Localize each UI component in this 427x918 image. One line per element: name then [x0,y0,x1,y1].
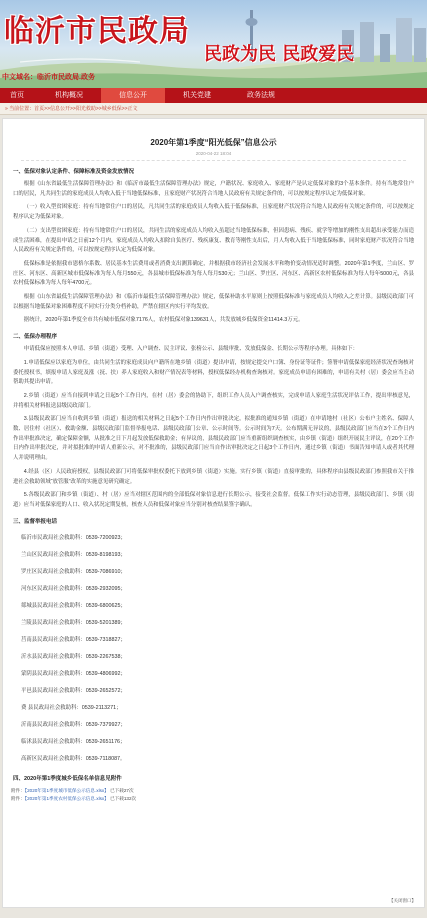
section-heading: 二、低保办理程序 [13,334,58,341]
phone-item: 蒙阴县民政局社会救助科：0539-4806992； [21,670,126,677]
phone-item: 罗庄区民政局社会救助科：0539-7086910； [21,568,126,575]
attachment-row [11,787,416,795]
phone-item: 郯城县民政局社会救助科：0539-6800625； [21,602,126,609]
site-title: 临沂市民政局 [4,14,190,49]
paragraph: 据统计，2020年第1季度全市共有城市低保对象7176人，农村低保对象139631人，共发放城乡低保资金11414.3万元。 [23,317,304,324]
phone-item: 平邑县民政局社会救助科：0539-2652572； [21,687,126,694]
phone-item: 沂南县民政局社会救助科：0539-7379927； [21,721,126,728]
domain-subline: 中文域名：临沂市民政局.政务 [2,74,95,81]
header-banner [0,0,427,88]
phone-item: 临沭县民政局社会救助科：0539-2651176； [21,738,126,745]
attachment-prefix: 附件： [11,795,25,801]
paragraph: 5.各级民政部门和乡镇（街道）、村（居）应当对辖区范围内的全部低保对象信息进行长期公示，接受社会监督。低保工作实行动态管理，县级民政部门、乡镇（街道）应当对低保家庭的人口、收入状况定期复核，核查人员和低保对象应当分别对核查结果签字确认。 [13,492,414,508]
phone-item: 高新区民政局社会救助科：0539-7118087。 [21,755,126,762]
attachment-link[interactable]: 【2020年第1季度农村低保公示信息.xlsx】 [24,795,109,801]
attachment-list [11,787,416,803]
download-count: 已下载27次 [110,787,134,793]
nav-item-party[interactable]: 机关党建 [183,92,211,99]
article-date: 2020-04-22 18:04 [195,151,232,156]
phone-item: 莒南县民政局社会救助科：0539-7318827； [21,636,126,643]
download-count: 已下载132次 [110,795,137,801]
paragraph: 根据《山东省最低生活保障管理办法》和《临沂市最低生活保障管理办法》规定，低保补助水平原则上按照低保标准与家庭成员人均收入之差计算。县级民政部门可以根据当地低保对象困难程度不同实行分类分档补助，严禁在辖区内实行平均发放。 [13,294,414,310]
paragraph: 1.申请低保应以家庭为单位，由共同生活的家庭成员向户籍所在地乡镇（街道）提出申请，按规定提交户口簿、身份证等证件；签署申请低保家庭经济状况查询核对委托授权书，填报申请人家庭及涨（抚、扶）养人家庭收入和财产情况表等材料，授权低保经办机构查询核对。家庭成员申请有困难的，申请有关村（居）委会应当主动帮助其提出申请。 [13,359,414,386]
paragraph: 低保标准是依据我市恩格尔系数、居民基本生活费用或者消费支出测算确定，并根据我市经济社会发展水平和物价变动情况适时调整。2020年第1季度，兰山区、罗庄区、河东区、高新区城市低保标准为每人每月550元，各县城市低保标准为每人每月530元；兰山区、罗庄区、河东区、高新区农村低保标准为每人每年5000元，各县农村低保标准为每人每年4700元。 [13,260,414,287]
paragraph: （一）收入型贫困家庭：持有当地常住户口的居民，凡共同生活的家庭成员人均收入低于低保标准，且家庭财产状况符合当地人民政府有关规定条件的，可以按规定程序认定为低保对象。 [13,204,414,221]
attachment-prefix: 附件： [11,787,25,793]
site-slogan: 民政为民 民政爱民 [204,44,355,65]
nav-item-info-public[interactable]: 信息公开 [101,88,165,103]
paragraph: 3.县级民政部门应当自收到乡镇（街道）报送的相关材料之日起5个工作日内作出审批决定，拟批准的通知乡镇（街道）在申请地村（社区）公布户主姓名、保障人数、居住村（社区）、救助金额、县级民政部门监督举报电话、县级民政部门公章、公示时间等。公示时间为7天。公布期满无异议的，县级民政部门应当在3个工作日内作出审批准决定，确定保障金额，从批准之日下月起发放低保救助金；有异议的，县级民政部门应当重新组织调查核实，由乡镇（街道）组织开展民主评议，在20个工作日内作出审批决定，并对拟批准的申请人重新公示，对不批准的，县级民政部门应当自作出审批决定之日起3个工作日内，通过乡镇（街道）书面告知申请人或者其代理人并说明理由。 [13,416,414,462]
section-heading: 一、低保对象认定条件、保障标准及资金发放情况 [13,169,135,175]
section-heading: 三、监督举报电话 [13,518,58,525]
phone-item: 河东区民政局社会救助科：0539-2932095； [21,585,126,592]
nav-item-regulations[interactable]: 政务法规 [247,92,275,99]
paragraph: 4.经县（区）人民政府授权，县级民政部门可将低保审批权委托下放到乡镇（街道）实施。实行乡镇（街道）直接审批的，具体程序由县级民政部门参照我市关于推进社会救助领域“放管服”改革的实施意见研究确定。 [13,468,414,485]
main-nav [0,88,427,103]
nav-item-about[interactable]: 机构概况 [55,92,83,99]
article-body [11,167,416,525]
nav-item-home[interactable]: 首页 [10,92,24,99]
section-heading: 四、2020年第1季度城乡低保名单信息见附件 [13,775,122,782]
paragraph: 根据《山东省最低生活保障管理办法》和《临沂市最低生活保障管理办法》规定，户籍状况、家庭收入、家庭财产是认定低保对象的3个基本条件。持有当地常住户口的居民，凡共同生活的家庭成员人均收入低于当地低保标准，且家庭财产状况符合当地人民政府有关规定条件的，可以按规定程序认定为低保对象。 [13,181,414,197]
close-window-link[interactable]: 【关闭窗口】 [389,898,416,903]
paragraph: 2.乡镇（街道）应当自接到申请之日起5个工作日内，在村（居）委会的协助下，组织工作人员入户调查核实，完成申请人家庭生活状况评估工作，提出审核意见，并将相关材料报送县级民政部门。 [13,392,414,409]
attachment-link[interactable]: 【2020年第1季度城市低保公示信息.xlsx】 [24,787,109,793]
article-title: 2020年第1季度“阳光低保”信息公示 [150,138,277,147]
phone-item: 沂水县民政局社会救助科：0539-2267538； [21,653,126,660]
paragraph: 申请低保应按照本人申请、乡镇（街道）受理、入户调查、民主评议、张榜公示、县级审批、发放低保金、长期公示等程序办理。具体如下： [23,346,359,353]
attachment-row [11,795,416,803]
phone-item: 临沂市民政局社会救助科：0539-7200923； [21,534,126,541]
divider [21,160,406,161]
phone-list [11,530,416,768]
phone-item: 兰陵县民政局社会救助科：0539-5201389； [21,619,126,626]
article-panel [2,118,425,908]
phone-item: 兰山区民政局社会救助科：0539-8198193； [21,551,126,558]
breadcrumb-bar [0,103,427,115]
phone-item: 费 县民政局社会救助科：0539-2113271； [21,704,122,711]
breadcrumb[interactable]: » 当前位置：首页>>信息公开>>阳光救助>>城乡低保>>正文 [5,106,138,112]
paragraph: （二）支出型贫困家庭：持有当地常住户口的居民，共同生活的家庭成员人均收入虽超过当地低保标准，但因患病、残疾、就学等增加的刚性支出超出承受能力而造成生活困难，在提出申请之日前12个月内，家庭成员人均收入扣除自负医疗、残疾康复、教育等刚性支出后，月人均收入低于当地低保标准，同时家庭财产状况符合当地人民政府有关规定条件的，可以按规定程序认定为低保对象。 [13,227,414,254]
